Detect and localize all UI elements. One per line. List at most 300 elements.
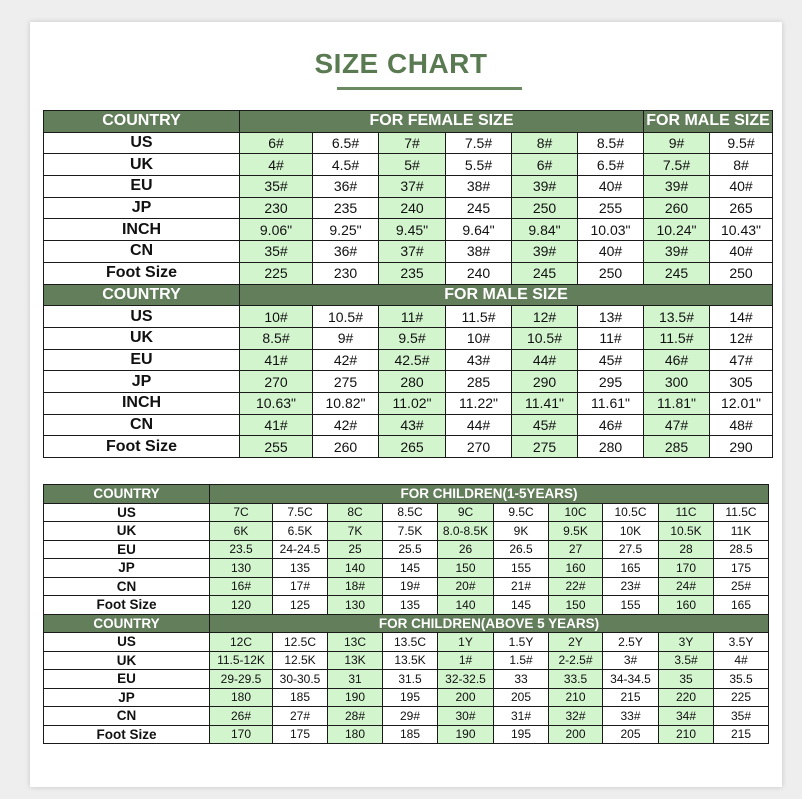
size-cell: 280 <box>379 371 446 393</box>
row-label: Foot Size <box>44 436 240 458</box>
size-cell: 205 <box>494 688 549 707</box>
size-cell: 42.5# <box>379 349 446 371</box>
size-cell: 13K <box>328 651 383 670</box>
size-cell: 185 <box>383 725 438 744</box>
size-cell: 9C <box>438 503 494 522</box>
size-cell: 37# <box>379 241 446 263</box>
table-row <box>44 688 769 707</box>
size-cell: 1# <box>438 651 494 670</box>
size-cell: 13.5C <box>383 633 438 652</box>
size-cell: 35.5 <box>714 670 769 689</box>
size-cell: 45# <box>578 349 644 371</box>
table-row <box>44 306 773 328</box>
size-cell: 26 <box>438 540 494 559</box>
size-cell: 47# <box>710 349 773 371</box>
size-cell: 8# <box>512 132 578 154</box>
size-cell: 6.5K <box>273 522 328 541</box>
size-cell: 195 <box>494 725 549 744</box>
size-cell: 160 <box>659 596 714 615</box>
size-cell: 125 <box>273 596 328 615</box>
row-label: Foot Size <box>44 725 210 744</box>
size-cell: 240 <box>379 197 446 219</box>
table-row <box>44 670 769 689</box>
table-row <box>44 132 773 154</box>
table-row <box>44 633 769 652</box>
size-cell: 39# <box>644 176 710 198</box>
table-row <box>44 219 773 241</box>
row-label: UK <box>44 651 210 670</box>
size-cell: 19# <box>383 577 438 596</box>
size-cell: 180 <box>210 688 273 707</box>
size-cell: 165 <box>603 559 659 578</box>
size-cell: 4.5# <box>313 154 379 176</box>
size-cell: 200 <box>438 688 494 707</box>
size-cell: 275 <box>313 371 379 393</box>
size-cell: 10# <box>446 327 512 349</box>
country-header: COUNTRY <box>44 485 210 504</box>
row-label: INCH <box>44 392 240 414</box>
size-cell: 3.5Y <box>714 633 769 652</box>
size-cell: 7.5K <box>383 522 438 541</box>
size-cell: 195 <box>383 688 438 707</box>
size-cell: 40# <box>710 241 773 263</box>
size-cell: 9# <box>313 327 379 349</box>
size-cell: 215 <box>603 688 659 707</box>
size-cell: 33# <box>603 707 659 726</box>
size-cell: 11.5C <box>714 503 769 522</box>
size-cell: 10.5C <box>603 503 659 522</box>
header-row <box>44 614 769 633</box>
row-label: CN <box>44 707 210 726</box>
table-row <box>44 522 769 541</box>
size-cell: 9.45" <box>379 219 446 241</box>
row-label: CN <box>44 577 210 596</box>
size-cell: 130 <box>210 559 273 578</box>
size-cell: 190 <box>438 725 494 744</box>
table-row <box>44 392 773 414</box>
table-row <box>44 197 773 219</box>
size-cell: 160 <box>549 559 603 578</box>
size-cell: 230 <box>313 262 379 284</box>
size-cell: 48# <box>710 414 773 436</box>
size-cell: 12.5K <box>273 651 328 670</box>
size-cell: 235 <box>379 262 446 284</box>
size-cell: 41# <box>240 349 313 371</box>
size-cell: 40# <box>578 241 644 263</box>
size-cell: 250 <box>578 262 644 284</box>
size-cell: 23# <box>603 577 659 596</box>
size-cell: 39# <box>644 241 710 263</box>
country-header: COUNTRY <box>44 614 210 633</box>
table-row <box>44 540 769 559</box>
size-cell: 145 <box>383 559 438 578</box>
size-cell: 150 <box>438 559 494 578</box>
size-cell: 275 <box>512 436 578 458</box>
size-cell: 8.5# <box>578 132 644 154</box>
size-cell: 33.5 <box>549 670 603 689</box>
size-cell: 11.5# <box>446 306 512 328</box>
size-cell: 5.5# <box>446 154 512 176</box>
size-cell: 270 <box>446 436 512 458</box>
country-header: COUNTRY <box>44 111 240 133</box>
size-cell: 300 <box>644 371 710 393</box>
size-cell: 10.5# <box>512 327 578 349</box>
size-cell: 175 <box>714 559 769 578</box>
size-cell: 27.5 <box>603 540 659 559</box>
size-cell: 8.5# <box>240 327 313 349</box>
size-cell: 9.5# <box>379 327 446 349</box>
size-cell: 6K <box>210 522 273 541</box>
size-cell: 44# <box>446 414 512 436</box>
size-cell: 2-2.5# <box>549 651 603 670</box>
size-group-header: FOR CHILDREN(ABOVE 5 YEARS) <box>210 614 769 633</box>
size-cell: 11K <box>714 522 769 541</box>
size-cell: 3# <box>603 651 659 670</box>
size-cell: 185 <box>273 688 328 707</box>
size-cell: 9K <box>494 522 549 541</box>
size-cell: 2.5Y <box>603 633 659 652</box>
table-row <box>44 577 769 596</box>
size-cell: 130 <box>328 596 383 615</box>
size-cell: 9.25" <box>313 219 379 241</box>
size-cell: 24-24.5 <box>273 540 328 559</box>
size-cell: 245 <box>446 197 512 219</box>
size-cell: 31.5 <box>383 670 438 689</box>
size-cell: 35 <box>659 670 714 689</box>
size-cell: 9.06" <box>240 219 313 241</box>
size-cell: 24# <box>659 577 714 596</box>
table-row <box>44 349 773 371</box>
size-cell: 10.03" <box>578 219 644 241</box>
size-cell: 46# <box>578 414 644 436</box>
size-cell: 11.5# <box>644 327 710 349</box>
size-cell: 260 <box>644 197 710 219</box>
size-cell: 255 <box>578 197 644 219</box>
size-cell: 20# <box>438 577 494 596</box>
size-group-header: FOR MALE SIZE <box>644 111 773 133</box>
children-size-table <box>43 484 769 744</box>
size-cell: 250 <box>512 197 578 219</box>
size-cell: 265 <box>379 436 446 458</box>
size-cell: 220 <box>659 688 714 707</box>
size-cell: 10.24" <box>644 219 710 241</box>
size-cell: 13C <box>328 633 383 652</box>
size-cell: 9.5# <box>710 132 773 154</box>
row-label: CN <box>44 241 240 263</box>
size-cell: 39# <box>512 241 578 263</box>
size-cell: 200 <box>549 725 603 744</box>
size-cell: 5# <box>379 154 446 176</box>
size-cell: 290 <box>512 371 578 393</box>
size-cell: 18# <box>328 577 383 596</box>
size-cell: 215 <box>714 725 769 744</box>
size-cell: 10.5# <box>313 306 379 328</box>
size-cell: 2Y <box>549 633 603 652</box>
size-cell: 7.5C <box>273 503 328 522</box>
size-cell: 6.5# <box>578 154 644 176</box>
size-cell: 35# <box>240 176 313 198</box>
size-cell: 8C <box>328 503 383 522</box>
size-cell: 10.43" <box>710 219 773 241</box>
size-cell: 38# <box>446 241 512 263</box>
row-label: EU <box>44 670 210 689</box>
size-cell: 28 <box>659 540 714 559</box>
size-cell: 40# <box>578 176 644 198</box>
size-cell: 175 <box>273 725 328 744</box>
size-cell: 42# <box>313 414 379 436</box>
size-cell: 145 <box>494 596 549 615</box>
size-cell: 7.5# <box>644 154 710 176</box>
row-label: US <box>44 503 210 522</box>
size-cell: 11# <box>379 306 446 328</box>
size-cell: 255 <box>240 436 313 458</box>
size-cell: 36# <box>313 241 379 263</box>
row-label: Foot Size <box>44 596 210 615</box>
table-row <box>44 559 769 578</box>
size-cell: 150 <box>549 596 603 615</box>
size-cell: 260 <box>313 436 379 458</box>
size-cell: 265 <box>710 197 773 219</box>
size-cell: 8# <box>710 154 773 176</box>
size-cell: 42# <box>313 349 379 371</box>
size-cell: 12.5C <box>273 633 328 652</box>
size-cell: 12.01" <box>710 392 773 414</box>
size-cell: 7K <box>328 522 383 541</box>
size-cell: 270 <box>240 371 313 393</box>
size-cell: 285 <box>446 371 512 393</box>
size-cell: 36# <box>313 176 379 198</box>
size-cell: 10K <box>603 522 659 541</box>
row-label: EU <box>44 176 240 198</box>
size-group-header: FOR CHILDREN(1-5YEARS) <box>210 485 769 504</box>
size-cell: 34-34.5 <box>603 670 659 689</box>
row-label: US <box>44 633 210 652</box>
size-cell: 210 <box>549 688 603 707</box>
size-cell: 170 <box>210 725 273 744</box>
size-cell: 280 <box>578 436 644 458</box>
size-cell: 7C <box>210 503 273 522</box>
size-cell: 285 <box>644 436 710 458</box>
size-cell: 210 <box>659 725 714 744</box>
size-cell: 135 <box>273 559 328 578</box>
table-row <box>44 327 773 349</box>
row-label: JP <box>44 371 240 393</box>
size-cell: 10C <box>549 503 603 522</box>
size-cell: 38# <box>446 176 512 198</box>
size-cell: 3.5# <box>659 651 714 670</box>
table-row <box>44 154 773 176</box>
size-cell: 28# <box>328 707 383 726</box>
row-label: JP <box>44 559 210 578</box>
size-cell: 4# <box>714 651 769 670</box>
size-cell: 8.5C <box>383 503 438 522</box>
size-cell: 34# <box>659 707 714 726</box>
size-cell: 28.5 <box>714 540 769 559</box>
size-cell: 44# <box>512 349 578 371</box>
size-cell: 30# <box>438 707 494 726</box>
size-cell: 35# <box>240 241 313 263</box>
size-cell: 13.5# <box>644 306 710 328</box>
size-cell: 250 <box>710 262 773 284</box>
header-row <box>44 485 769 504</box>
size-cell: 12# <box>512 306 578 328</box>
row-label: US <box>44 306 240 328</box>
size-cell: 4# <box>240 154 313 176</box>
header-row <box>44 284 773 306</box>
size-cell: 17# <box>273 577 328 596</box>
size-cell: 12# <box>710 327 773 349</box>
country-header: COUNTRY <box>44 284 240 306</box>
size-cell: 10.82" <box>313 392 379 414</box>
size-cell: 11.5-12K <box>210 651 273 670</box>
size-cell: 10# <box>240 306 313 328</box>
size-cell: 120 <box>210 596 273 615</box>
header-row <box>44 111 773 133</box>
size-cell: 13.5K <box>383 651 438 670</box>
table-row <box>44 414 773 436</box>
size-cell: 140 <box>328 559 383 578</box>
size-cell: 7# <box>379 132 446 154</box>
size-cell: 11.22" <box>446 392 512 414</box>
size-cell: 1.5Y <box>494 633 549 652</box>
size-cell: 155 <box>494 559 549 578</box>
size-cell: 29-29.5 <box>210 670 273 689</box>
row-label: US <box>44 132 240 154</box>
size-cell: 9# <box>644 132 710 154</box>
row-label: EU <box>44 349 240 371</box>
size-cell: 225 <box>714 688 769 707</box>
size-cell: 11.02" <box>379 392 446 414</box>
size-cell: 295 <box>578 371 644 393</box>
size-cell: 31 <box>328 670 383 689</box>
size-cell: 29# <box>383 707 438 726</box>
title-underline <box>337 87 522 90</box>
size-cell: 13# <box>578 306 644 328</box>
size-cell: 1.5# <box>494 651 549 670</box>
table-row <box>44 651 769 670</box>
size-cell: 26# <box>210 707 273 726</box>
table-row <box>44 707 769 726</box>
size-cell: 9.64" <box>446 219 512 241</box>
row-label: INCH <box>44 219 240 241</box>
size-cell: 11C <box>659 503 714 522</box>
size-cell: 190 <box>328 688 383 707</box>
size-cell: 11.81" <box>644 392 710 414</box>
size-cell: 37# <box>379 176 446 198</box>
size-cell: 305 <box>710 371 773 393</box>
size-cell: 16# <box>210 577 273 596</box>
size-cell: 47# <box>644 414 710 436</box>
size-cell: 27# <box>273 707 328 726</box>
size-cell: 46# <box>644 349 710 371</box>
size-cell: 35# <box>714 707 769 726</box>
size-cell: 135 <box>383 596 438 615</box>
size-cell: 245 <box>512 262 578 284</box>
size-cell: 230 <box>240 197 313 219</box>
size-cell: 40# <box>710 176 773 198</box>
size-cell: 9.5C <box>494 503 549 522</box>
size-cell: 14# <box>710 306 773 328</box>
size-cell: 26.5 <box>494 540 549 559</box>
size-cell: 170 <box>659 559 714 578</box>
size-cell: 140 <box>438 596 494 615</box>
size-cell: 6# <box>512 154 578 176</box>
size-cell: 9.84" <box>512 219 578 241</box>
size-group-header: FOR FEMALE SIZE <box>240 111 644 133</box>
size-cell: 225 <box>240 262 313 284</box>
adult-size-table <box>43 110 773 458</box>
row-label: CN <box>44 414 240 436</box>
size-cell: 155 <box>603 596 659 615</box>
size-cell: 240 <box>446 262 512 284</box>
size-cell: 11.41" <box>512 392 578 414</box>
size-cell: 180 <box>328 725 383 744</box>
size-cell: 6# <box>240 132 313 154</box>
size-cell: 30-30.5 <box>273 670 328 689</box>
table-row <box>44 596 769 615</box>
size-cell: 25.5 <box>383 540 438 559</box>
size-cell: 27 <box>549 540 603 559</box>
size-cell: 10.63" <box>240 392 313 414</box>
table-row <box>44 503 769 522</box>
table-row <box>44 241 773 263</box>
size-cell: 10.5K <box>659 522 714 541</box>
size-cell: 6.5# <box>313 132 379 154</box>
size-cell: 32-32.5 <box>438 670 494 689</box>
size-cell: 205 <box>603 725 659 744</box>
size-cell: 45# <box>512 414 578 436</box>
table-row <box>44 262 773 284</box>
size-cell: 11.61" <box>578 392 644 414</box>
row-label: JP <box>44 197 240 219</box>
size-cell: 11# <box>578 327 644 349</box>
table-row <box>44 436 773 458</box>
row-label: UK <box>44 154 240 176</box>
table-row <box>44 371 773 393</box>
size-cell: 3Y <box>659 633 714 652</box>
size-cell: 25 <box>328 540 383 559</box>
row-label: EU <box>44 540 210 559</box>
size-cell: 39# <box>512 176 578 198</box>
size-cell: 290 <box>710 436 773 458</box>
row-label: JP <box>44 688 210 707</box>
size-cell: 33 <box>494 670 549 689</box>
size-cell: 235 <box>313 197 379 219</box>
size-cell: 165 <box>714 596 769 615</box>
size-cell: 22# <box>549 577 603 596</box>
size-cell: 8.0-8.5K <box>438 522 494 541</box>
size-group-header: FOR MALE SIZE <box>240 284 773 306</box>
row-label: UK <box>44 327 240 349</box>
size-cell: 25# <box>714 577 769 596</box>
size-cell: 23.5 <box>210 540 273 559</box>
size-cell: 9.5K <box>549 522 603 541</box>
size-cell: 7.5# <box>446 132 512 154</box>
size-cell: 12C <box>210 633 273 652</box>
page-title: SIZE CHART <box>314 48 488 79</box>
size-cell: 43# <box>446 349 512 371</box>
size-cell: 21# <box>494 577 549 596</box>
size-cell: 245 <box>644 262 710 284</box>
size-cell: 43# <box>379 414 446 436</box>
size-cell: 31# <box>494 707 549 726</box>
row-label: Foot Size <box>44 262 240 284</box>
table-row <box>44 176 773 198</box>
size-cell: 41# <box>240 414 313 436</box>
size-cell: 32# <box>549 707 603 726</box>
table-row <box>44 725 769 744</box>
size-cell: 1Y <box>438 633 494 652</box>
